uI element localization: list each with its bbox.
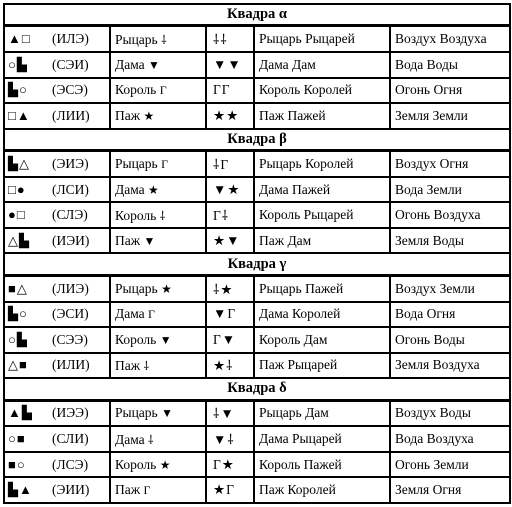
pair-symbols-icon: ▼⸸ [206, 426, 254, 452]
rank-label: Король [115, 207, 157, 223]
rank-label: Король [115, 456, 157, 472]
type-cell [4, 228, 110, 254]
function-symbols-icon: ■○ [8, 456, 26, 472]
function-symbols-icon: △▙ [8, 232, 30, 248]
pair-symbols-icon: ★⸸ [206, 353, 254, 379]
type-row [4, 353, 510, 379]
pair-symbols-icon: ⸸★ [206, 275, 254, 301]
type-code: (ЭСИ) [52, 306, 89, 322]
function-symbols-icon: ▙▲ [8, 482, 33, 498]
type-row [4, 228, 510, 254]
pair-symbols-icon: ▼▼ [206, 52, 254, 78]
elements-cell: Огонь Огня [390, 78, 510, 104]
function-symbols-icon: ▲▙ [8, 405, 33, 421]
function-symbols-icon: ●□ [8, 207, 26, 223]
elements-cell: Воздух Земли [390, 275, 510, 301]
title-cell: Дама Дам [254, 52, 390, 78]
type-cell [4, 26, 110, 52]
rank-label: Рыцарь [115, 31, 158, 47]
rank-symbol-icon: ★ [148, 182, 159, 197]
elements-cell: Земля Воды [390, 228, 510, 254]
rank-label: Паж [115, 107, 141, 123]
elements-cell: Вода Земли [390, 177, 510, 203]
type-cell [4, 302, 110, 328]
type-row [4, 78, 510, 104]
type-row [4, 302, 510, 328]
type-cell [4, 477, 110, 503]
pair-symbols-icon: Γ★ [206, 452, 254, 478]
elements-cell: Земля Воздуха [390, 353, 510, 379]
type-cell [4, 52, 110, 78]
rank-symbol-icon: Γ [148, 307, 155, 322]
rank-symbol-icon: ⸸ [143, 358, 150, 373]
type-code: (ЛСЭ) [52, 456, 89, 472]
rank-cell [110, 400, 206, 426]
rank-label: Рыцарь [115, 280, 158, 296]
type-code: (СЭЭ) [52, 331, 88, 347]
type-row [4, 327, 510, 353]
rank-symbol-icon: ★ [161, 281, 172, 296]
quadra-title: Квадра γ [4, 253, 510, 275]
type-code: (ЭИИ) [52, 482, 90, 498]
quadra-title: Квадра δ [4, 378, 510, 400]
type-row [4, 151, 510, 177]
function-symbols-icon: ○▙ [8, 56, 28, 72]
rank-symbol-icon: ★ [159, 457, 171, 472]
title-cell: Дама Пажей [254, 177, 390, 203]
quadra-header-row [4, 129, 510, 151]
function-symbols-icon: ○■ [8, 431, 26, 447]
elements-cell: Земля Огня [390, 477, 510, 503]
rank-label: Дама [115, 56, 145, 72]
rank-label: Рыцарь [115, 405, 158, 421]
rank-label: Рыцарь [115, 156, 158, 171]
type-cell [4, 78, 110, 104]
rank-cell [110, 275, 206, 301]
type-cell [4, 275, 110, 301]
type-row [4, 26, 510, 52]
rank-symbol-icon: ▼ [161, 406, 173, 421]
type-row [4, 177, 510, 203]
rank-label: Паж [115, 482, 141, 498]
type-cell [4, 426, 110, 452]
elements-cell: Земля Земли [390, 103, 510, 129]
function-symbols-icon: △■ [8, 357, 28, 373]
rank-label: Паж [115, 357, 141, 373]
type-row [4, 400, 510, 426]
rank-label: Дама [115, 431, 145, 447]
pair-symbols-icon: ΓΓ [206, 78, 254, 104]
pair-symbols-icon: ⸸▼ [206, 400, 254, 426]
pair-symbols-icon: ⸸Γ [206, 151, 254, 177]
title-cell: Паж Дам [254, 228, 390, 254]
pair-symbols-icon: Γ▼ [206, 327, 254, 353]
rank-cell [110, 452, 206, 478]
function-symbols-icon: ▙○ [8, 82, 28, 98]
rank-label: Паж [115, 232, 141, 248]
type-code: (ЛИЭ) [52, 280, 89, 296]
type-cell [4, 452, 110, 478]
pair-symbols-icon: ▼Γ [206, 302, 254, 328]
rank-symbol-icon: ⸸ [148, 432, 154, 447]
elements-cell: Воздух Воздуха [390, 26, 510, 52]
type-code: (СЭИ) [52, 56, 89, 72]
rank-symbol-icon: ⸸ [161, 32, 167, 47]
type-row [4, 275, 510, 301]
type-code: (ИЛЭ) [52, 31, 89, 47]
function-symbols-icon: ▙△ [8, 156, 30, 171]
type-code: (СЛИ) [52, 431, 89, 447]
rank-cell [110, 151, 206, 177]
pair-symbols-icon: ★Γ [206, 477, 254, 503]
type-cell [4, 202, 110, 228]
type-code: (СЛЭ) [52, 207, 88, 223]
rank-label: Дама [115, 181, 145, 197]
title-cell: Рыцарь Пажей [254, 275, 390, 301]
rank-cell [110, 202, 206, 228]
type-cell [4, 327, 110, 353]
elements-cell: Вода Огня [390, 302, 510, 328]
title-cell: Рыцарь Дам [254, 400, 390, 426]
rank-symbol-icon: ▼ [159, 332, 172, 347]
type-row [4, 477, 510, 503]
elements-cell: Огонь Земли [390, 452, 510, 478]
title-cell: Рыцарь Рыцарей [254, 26, 390, 52]
rank-label: Дама [115, 306, 145, 322]
elements-cell: Воздух Воды [390, 400, 510, 426]
type-cell [4, 151, 110, 177]
title-cell: Паж Королей [254, 477, 390, 503]
type-code: (ИЭИ) [52, 232, 90, 248]
title-cell: Рыцарь Королей [254, 151, 390, 177]
type-cell [4, 400, 110, 426]
quadra-title: Квадра α [4, 4, 510, 26]
pair-symbols-icon: Γ⸸ [206, 202, 254, 228]
rank-cell [110, 26, 206, 52]
rank-symbol-icon: Γ [159, 83, 167, 98]
type-row [4, 426, 510, 452]
pair-symbols-icon: ★★ [206, 103, 254, 129]
quadra-title: Квадра β [4, 129, 510, 151]
rank-label: Король [115, 331, 157, 347]
rank-symbol-icon: ⸸ [159, 208, 166, 223]
type-code: (ЭСЭ) [52, 82, 88, 98]
rank-cell [110, 302, 206, 328]
title-cell: Король Королей [254, 78, 390, 104]
type-row [4, 52, 510, 78]
type-row [4, 103, 510, 129]
rank-symbol-icon: ▼ [143, 233, 156, 248]
quadra-header-row [4, 253, 510, 275]
title-cell: Паж Пажей [254, 103, 390, 129]
type-code: (ЭИЭ) [52, 156, 89, 171]
elements-cell: Огонь Воздуха [390, 202, 510, 228]
title-cell: Дама Королей [254, 302, 390, 328]
elements-cell: Воздух Огня [390, 151, 510, 177]
type-code: (ИЛИ) [52, 357, 90, 373]
type-cell [4, 103, 110, 129]
title-cell: Король Пажей [254, 452, 390, 478]
type-code: (ЛИИ) [52, 107, 90, 123]
title-cell: Паж Рыцарей [254, 353, 390, 379]
function-symbols-icon: ○▙ [8, 331, 28, 347]
rank-cell [110, 426, 206, 452]
rank-cell [110, 78, 206, 104]
pair-symbols-icon: ▼★ [206, 177, 254, 203]
pair-symbols-icon: ★▼ [206, 228, 254, 254]
title-cell: Король Дам [254, 327, 390, 353]
type-code: (ЛСИ) [52, 181, 89, 197]
function-symbols-icon: ■△ [8, 280, 28, 296]
title-cell: Король Рыцарей [254, 202, 390, 228]
elements-cell: Огонь Воды [390, 327, 510, 353]
rank-symbol-icon: ★ [143, 108, 155, 123]
rank-symbol-icon: Γ [143, 483, 151, 498]
type-row [4, 202, 510, 228]
type-cell [4, 177, 110, 203]
function-symbols-icon: □▲ [8, 107, 31, 123]
rank-symbol-icon: Γ [161, 157, 169, 171]
type-cell [4, 353, 110, 379]
quadra-header-row [4, 378, 510, 400]
rank-cell [110, 477, 206, 503]
type-row [4, 452, 510, 478]
rank-label: Король [115, 82, 157, 98]
quadra-header-row [4, 4, 510, 26]
rank-symbol-icon: ▼ [148, 57, 160, 72]
function-symbols-icon: ▙○ [8, 306, 28, 322]
rank-cell [110, 103, 206, 129]
rank-cell [110, 177, 206, 203]
function-symbols-icon: ▲□ [8, 31, 31, 47]
rank-cell [110, 228, 206, 254]
function-symbols-icon: □● [8, 181, 26, 197]
elements-cell: Вода Воздуха [390, 426, 510, 452]
rank-cell [110, 52, 206, 78]
type-code: (ИЭЭ) [52, 405, 89, 421]
rank-cell [110, 327, 206, 353]
elements-cell: Вода Воды [390, 52, 510, 78]
rank-cell [110, 353, 206, 379]
quadra-table [3, 3, 511, 504]
pair-symbols-icon: ⸸⸸ [206, 26, 254, 52]
title-cell: Дама Рыцарей [254, 426, 390, 452]
